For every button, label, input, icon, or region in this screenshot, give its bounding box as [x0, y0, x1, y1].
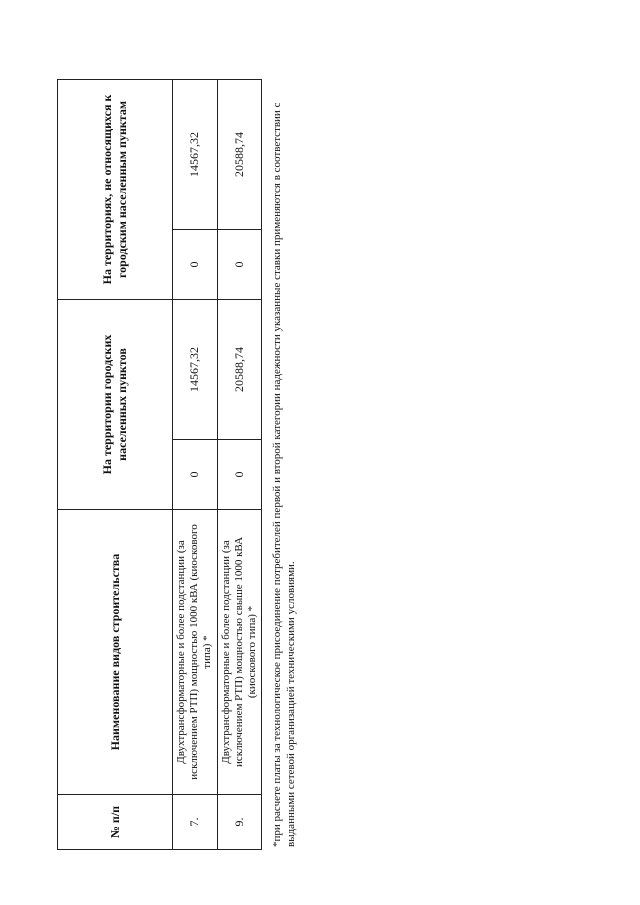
row-rural-b: 14567,32 — [173, 79, 218, 229]
row-name: Двухтрансформаторные и более подстанции (за исключением РТП) мощностью свыше 1000 кВА (киоскового типа) * — [217, 510, 262, 795]
header-number: № п/п — [58, 795, 173, 850]
rates-table — [57, 79, 262, 850]
table-row — [173, 79, 218, 849]
row-rural-a: 0 — [217, 229, 262, 299]
table-header-row — [58, 79, 173, 849]
footnote: *при расчете платы за технологическое присоединение потребителей первой и второй категории надежности указанные ставки применяются в соответствии с выданными сетевой организацией техническими условиями. — [271, 102, 298, 847]
header-rural: На территориях, не относящихся к городским населенным пунктам — [58, 79, 173, 299]
header-urban: На территории городских населенных пунктов — [58, 299, 173, 509]
row-rural-b: 20588,74 — [217, 79, 262, 229]
row-urban-a: 0 — [173, 440, 218, 510]
row-rural-a: 0 — [173, 229, 218, 299]
table-row — [217, 79, 262, 849]
row-urban-a: 0 — [217, 440, 262, 510]
row-name: Двухтрансформаторные и более подстанции (за исключением РТП) мощностью 1000 кВА (киоскового типа) * — [173, 510, 218, 795]
row-urban-b: 20588,74 — [217, 299, 262, 439]
row-number: 7. — [173, 795, 218, 850]
row-number: 9. — [217, 795, 262, 850]
header-name: Наименование видов строительства — [58, 510, 173, 795]
row-urban-b: 14567,32 — [173, 299, 218, 439]
